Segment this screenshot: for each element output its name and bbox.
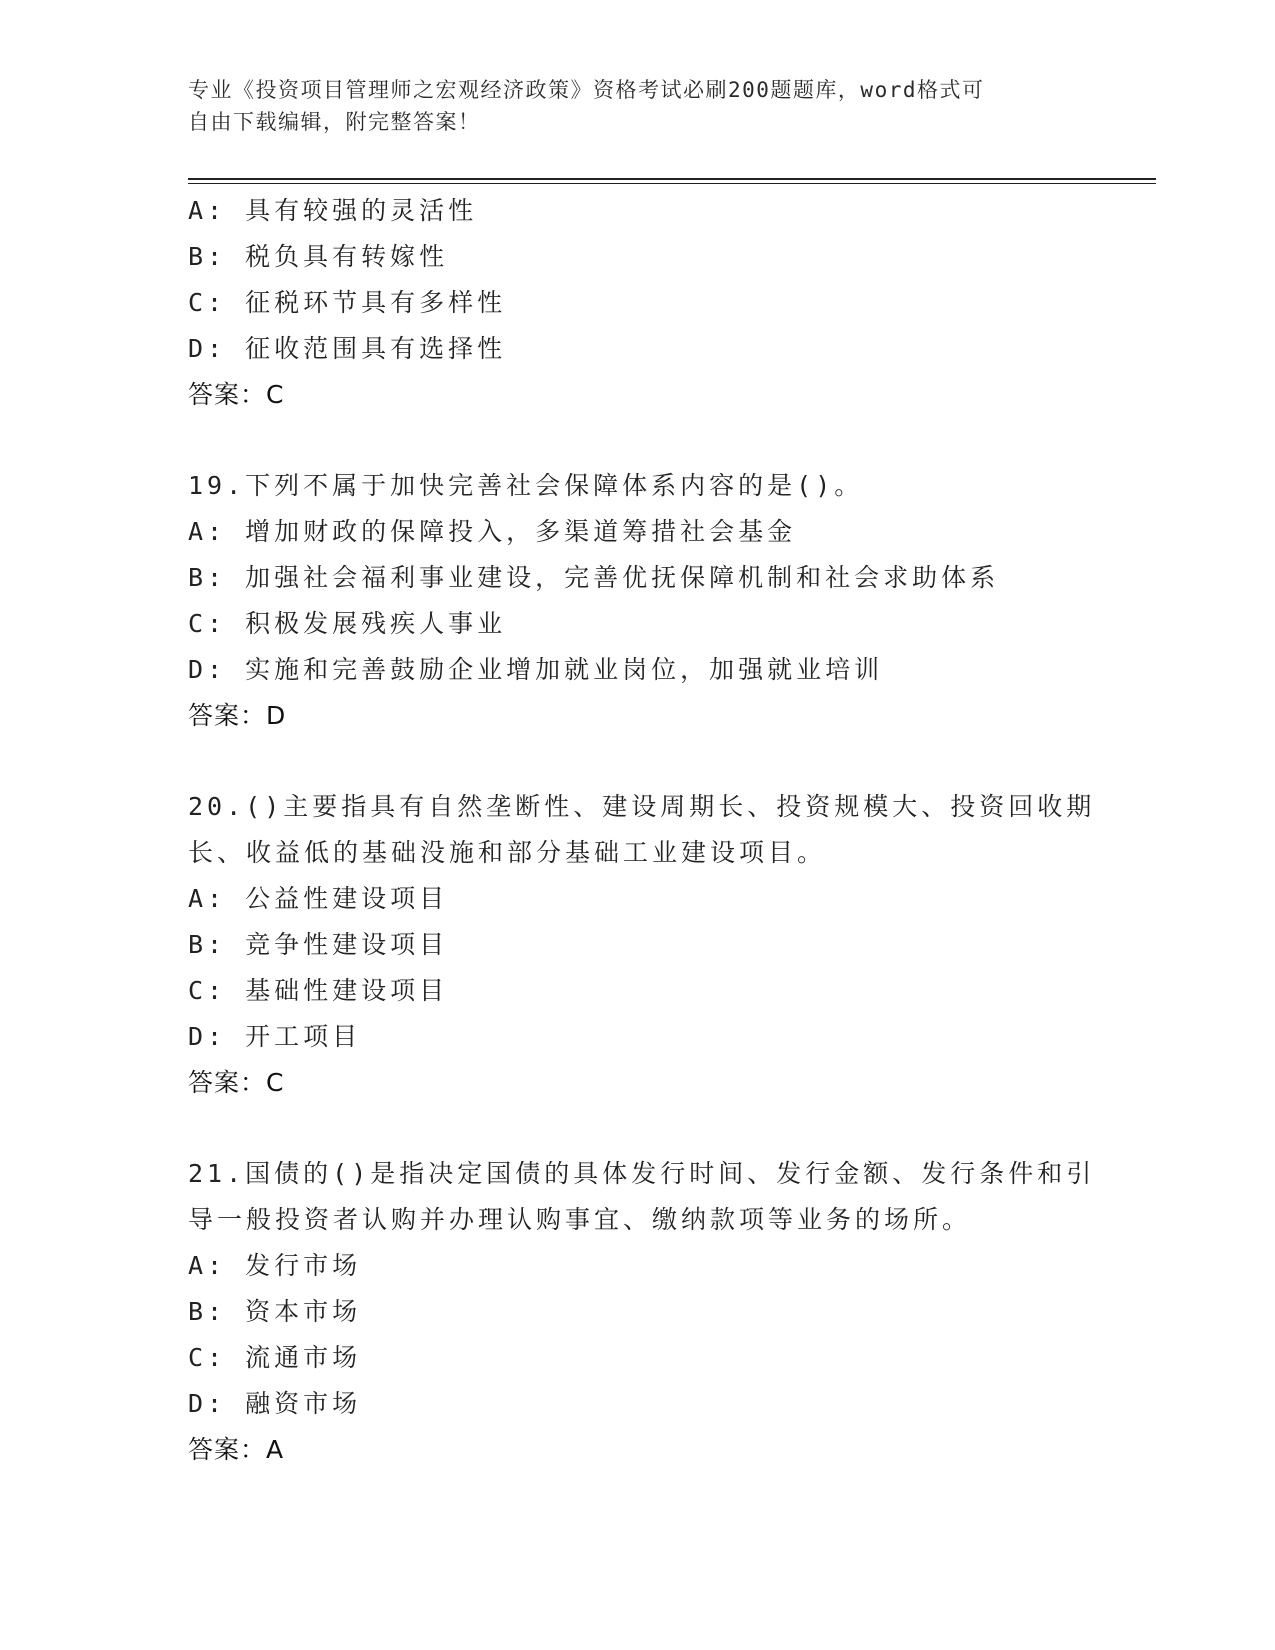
option-c: C: 征税环节具有多样性: [188, 288, 507, 317]
answer: 答案：D: [188, 701, 287, 730]
option-d: D: 融资市场: [188, 1389, 362, 1418]
option-b: B: 税负具有转嫁性: [188, 242, 449, 271]
option-b: B: 资本市场: [188, 1297, 362, 1326]
option-a: A: 公益性建设项目: [188, 884, 449, 913]
question-20: [188, 784, 1096, 1106]
option-d: D: 开工项目: [188, 1022, 362, 1051]
option-d: D: 实施和完善鼓励企业增加就业岗位，加强就业培训: [188, 655, 884, 684]
option-a: A: 发行市场: [188, 1251, 362, 1280]
option-a: A: 具有较强的灵活性: [188, 196, 478, 225]
header-divider-thick: [188, 178, 1156, 180]
option-c: C: 流通市场: [188, 1343, 362, 1372]
question-stem-line-2: 导一般投资者认购并办理认购事宜、缴纳款项等业务的场所。: [188, 1205, 972, 1234]
option-a: A: 增加财政的保障投入，多渠道筹措社会基金: [188, 517, 797, 546]
question-list: [188, 188, 1096, 1473]
question-21: [188, 1151, 1096, 1473]
answer: 答案：A: [188, 1435, 285, 1464]
option-b: B: 加强社会福利事业建设，完善优抚保障机制和社会求助体系: [188, 563, 1000, 592]
question-18: [188, 188, 1088, 418]
answer: 答案：C: [188, 380, 285, 409]
option-c: C: 基础性建设项目: [188, 976, 449, 1005]
option-b: B: 竞争性建设项目: [188, 930, 449, 959]
question-19: [188, 463, 1088, 739]
option-d: D: 征收范围具有选择性: [188, 334, 507, 363]
spacer: [188, 418, 1088, 463]
question-stem-line-2: 长、收益低的基础没施和部分基础工业建设项目。: [188, 838, 827, 867]
document-header: [188, 74, 1088, 138]
question-stem-line-1: 21.国债的()是指决定国债的具体发行时间、发行金额、发行条件和引: [188, 1159, 1096, 1188]
header-line-2: 自由下载编辑，附完整答案！: [188, 110, 481, 134]
question-stem: 19.下列不属于加快完善社会保障体系内容的是()。: [188, 471, 864, 500]
spacer: [188, 1106, 1088, 1151]
header-divider-thin: [188, 183, 1156, 184]
header-line-1: 专业《投资项目管理师之宏观经济政策》资格考试必刷200题题库，word格式可: [188, 78, 985, 102]
answer: 答案：C: [188, 1068, 285, 1097]
spacer: [188, 739, 1088, 784]
option-c: C: 积极发展残疾人事业: [188, 609, 507, 638]
question-stem-line-1: 20.()主要指具有自然垄断性、建设周期长、投资规模大、投资回收期: [188, 792, 1096, 821]
